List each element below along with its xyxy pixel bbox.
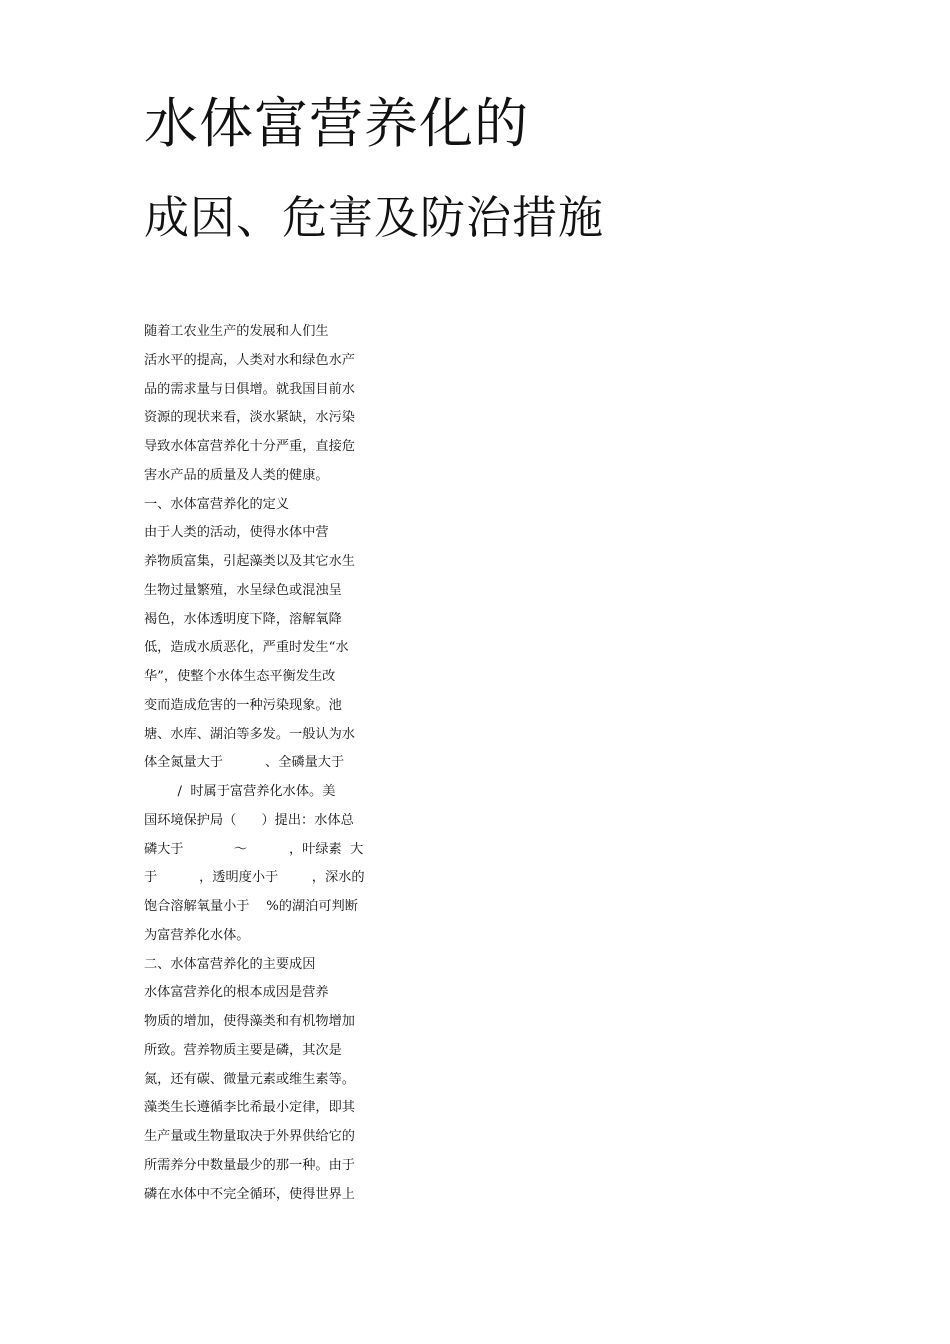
- body-line: 活水平的提高，人类对水和绿色水产: [144, 352, 355, 368]
- body-line: 体全氮量大于 、全磷量大于: [144, 755, 345, 771]
- body-line: 变而造成危害的一种污染现象。池: [144, 697, 342, 713]
- body-line: 养物质富集，引起藻类以及其它水生: [144, 554, 355, 569]
- body-line: 所致。营养物质主要是磷，其次是: [144, 1042, 342, 1058]
- section-heading: 一、水体富营养化的定义: [144, 496, 290, 512]
- body-line: 由于人类的活动，使得水体中营: [144, 525, 329, 541]
- body-line: 低，造成水质恶化，严重时发生“水: [144, 640, 349, 656]
- body-line: 随着工农业生产的发展和人们生: [144, 324, 329, 339]
- body-line: 生物过量繁殖，水呈绿色或混浊呈: [144, 582, 342, 598]
- body-line: 氮，还有碳、微量元素或维生素等。: [144, 1071, 355, 1087]
- body-line: 导致水体富营养化十分严重，直接危: [144, 439, 355, 454]
- body-line: 磷大于 ～ ，叶绿素 大: [144, 841, 364, 857]
- body-line: 磷在水体中不完全循环，使得世界上: [144, 1186, 355, 1202]
- body-line: 品的需求量与日俱增。就我国目前水: [144, 381, 355, 397]
- body-line: 物质的增加，使得藻类和有机物增加: [144, 1014, 355, 1029]
- document-subtitle: 成因、危害及防治措施: [144, 191, 605, 244]
- document-title: 水体富营养化的: [144, 92, 529, 155]
- section-heading: 二、水体富营养化的主要成因: [144, 956, 316, 972]
- body-line: 国环境保护局（ ）提出：水体总: [144, 812, 354, 828]
- body-line: 藻类生长遵循李比希最小定律，即其: [144, 1100, 355, 1116]
- body-line: 害水产品的质量及人类的健康。: [144, 467, 329, 483]
- body-text-column: [144, 318, 384, 1209]
- body-line: 生产量或生物量取决于外界供给它的: [144, 1129, 355, 1144]
- body-line: 褐色，水体透明度下降，溶解氧降: [144, 611, 342, 627]
- body-line: 饱合溶解氧量小于 %的湖泊可判断: [144, 899, 358, 914]
- body-line: 塘、水库、湖泊等多发。一般认为水: [144, 726, 355, 742]
- body-line: 华”，使整个水体生态平衡发生改: [144, 669, 336, 684]
- body-line: 资源的现状来看，淡水紧缺，水污染: [144, 410, 355, 426]
- body-line: 为富营养化水体。: [144, 927, 250, 943]
- body-line: 所需养分中数量最少的那一种。由于: [144, 1157, 355, 1173]
- body-line: / 时属于富营养化水体。美: [144, 784, 336, 799]
- body-line: 水体富营养化的根本成因是营养: [144, 985, 329, 1001]
- body-line: 于 ，透明度小于 ，深水的: [144, 870, 365, 886]
